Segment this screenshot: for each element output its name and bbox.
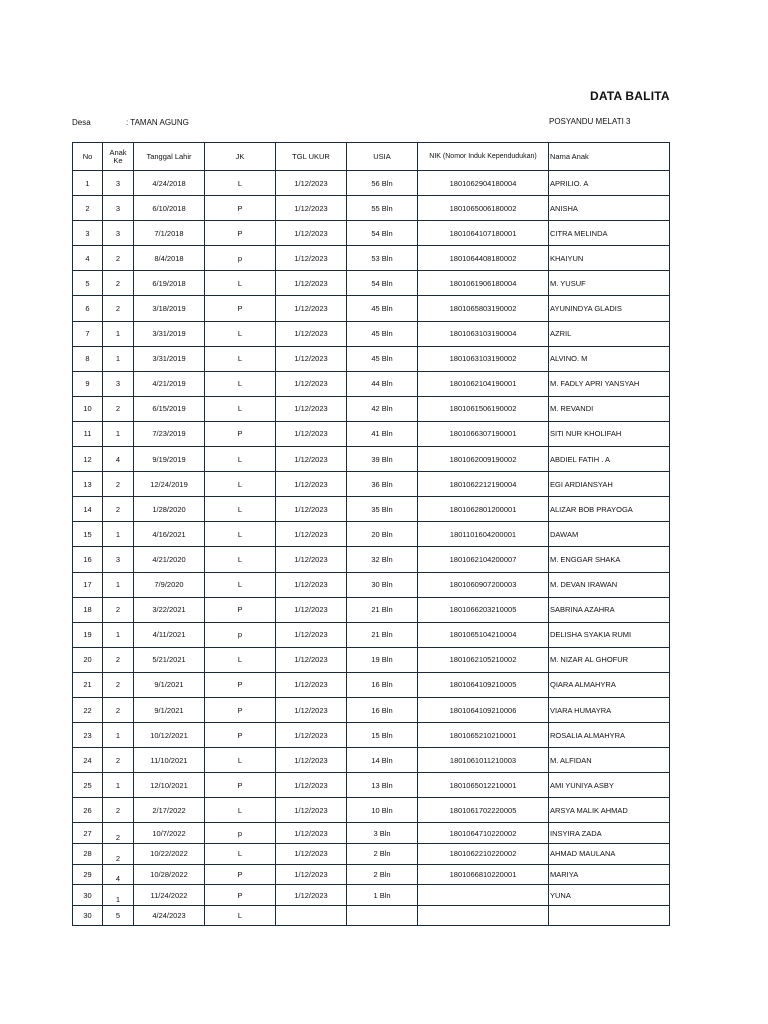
cell-no: 21: [73, 672, 103, 697]
cell-no: 15: [73, 522, 103, 547]
cell-anak-ke: 2: [103, 497, 134, 522]
cell-nik: 1801062104190001: [418, 371, 549, 396]
cell-nama-anak: M. ENGGAR SHAKA: [549, 547, 670, 572]
col-header-anak-ke: Anak Ke: [103, 143, 134, 171]
cell-tanggal-lahir: 4/11/2021: [134, 622, 205, 647]
cell-nama-anak: M. DEVAN IRAWAN: [549, 572, 670, 597]
cell-jk: L: [205, 844, 276, 865]
cell-jk: L: [205, 497, 276, 522]
cell-nik: 1801064109210006: [418, 697, 549, 722]
cell-nik: 1801061906180004: [418, 271, 549, 296]
col-header-nama-anak: Nama Anak: [549, 143, 670, 171]
cell-tanggal-lahir: 11/10/2021: [134, 748, 205, 773]
cell-anak-ke: 2: [103, 823, 134, 844]
cell-nama-anak: AZRIL: [549, 321, 670, 346]
cell-tanggal-lahir: 9/1/2021: [134, 697, 205, 722]
cell-usia: 45 Bln: [347, 346, 418, 371]
desa-value: : TAMAN AGUNG: [126, 118, 189, 127]
cell-nama-anak: VIARA HUMAYRA: [549, 697, 670, 722]
cell-anak-ke: 2: [103, 672, 134, 697]
cell-no: 19: [73, 622, 103, 647]
cell-no: 24: [73, 748, 103, 773]
cell-nik: 1801065803190002: [418, 296, 549, 321]
cell-usia: 1 Bln: [347, 885, 418, 906]
table-row: [73, 647, 670, 672]
table-row: [73, 864, 670, 885]
cell-tanggal-lahir: 4/24/2023: [134, 905, 205, 926]
cell-usia: 20 Bln: [347, 522, 418, 547]
col-header-tanggal-lahir: Tanggal Lahir: [134, 143, 205, 171]
cell-nama-anak: KHAIYUN: [549, 246, 670, 271]
cell-nik: [418, 885, 549, 906]
cell-nama-anak: CITRA MELINDA: [549, 221, 670, 246]
cell-tgl-ukur: 1/12/2023: [276, 171, 347, 196]
cell-nama-anak: M. ALFIDAN: [549, 748, 670, 773]
cell-nama-anak: M. FADLY APRI YANSYAH: [549, 371, 670, 396]
cell-anak-ke: 2: [103, 748, 134, 773]
table-row: [73, 271, 670, 296]
table-row: [73, 346, 670, 371]
cell-usia: 3 Bln: [347, 823, 418, 844]
cell-nik: 1801066307190001: [418, 421, 549, 446]
cell-no: 5: [73, 271, 103, 296]
cell-tgl-ukur: 1/12/2023: [276, 447, 347, 472]
cell-anak-ke: 2: [103, 396, 134, 421]
desa-label: Desa: [72, 118, 91, 127]
cell-usia: 30 Bln: [347, 572, 418, 597]
cell-no: 29: [73, 864, 103, 885]
cell-jk: L: [205, 572, 276, 597]
cell-jk: L: [205, 472, 276, 497]
cell-nama-anak: SABRINA AZAHRA: [549, 597, 670, 622]
cell-tanggal-lahir: 6/15/2019: [134, 396, 205, 421]
table-row: [73, 622, 670, 647]
cell-nama-anak: ANISHA: [549, 196, 670, 221]
cell-tgl-ukur: 1/12/2023: [276, 885, 347, 906]
table-row: [73, 497, 670, 522]
cell-no: 30: [73, 905, 103, 926]
cell-jk: p: [205, 622, 276, 647]
cell-jk: L: [205, 447, 276, 472]
cell-nik: 1801064408180002: [418, 246, 549, 271]
cell-nik: 1801060907200003: [418, 572, 549, 597]
cell-no: 11: [73, 421, 103, 446]
table-row: [73, 321, 670, 346]
cell-usia: 32 Bln: [347, 547, 418, 572]
cell-jk: P: [205, 421, 276, 446]
cell-nama-anak: QIARA ALMAHYRA: [549, 672, 670, 697]
cell-tgl-ukur: 1/12/2023: [276, 697, 347, 722]
cell-no: 18: [73, 597, 103, 622]
cell-no: 27: [73, 823, 103, 844]
cell-jk: L: [205, 346, 276, 371]
cell-tgl-ukur: 1/12/2023: [276, 547, 347, 572]
cell-tgl-ukur: 1/12/2023: [276, 647, 347, 672]
cell-no: 16: [73, 547, 103, 572]
cell-nama-anak: AYUNINDYA GLADIS: [549, 296, 670, 321]
cell-tgl-ukur: 1/12/2023: [276, 597, 347, 622]
cell-nik: 1801066810220001: [418, 864, 549, 885]
cell-jk: P: [205, 723, 276, 748]
cell-tanggal-lahir: 6/10/2018: [134, 196, 205, 221]
cell-usia: 21 Bln: [347, 597, 418, 622]
cell-jk: P: [205, 885, 276, 906]
cell-usia: 2 Bln: [347, 864, 418, 885]
cell-jk: L: [205, 371, 276, 396]
cell-jk: P: [205, 697, 276, 722]
table-row: [73, 823, 670, 844]
cell-tgl-ukur: 1/12/2023: [276, 572, 347, 597]
cell-usia: 2 Bln: [347, 844, 418, 865]
cell-anak-ke: 2: [103, 697, 134, 722]
cell-tgl-ukur: 1/12/2023: [276, 396, 347, 421]
cell-anak-ke: 3: [103, 196, 134, 221]
cell-nama-anak: AHMAD MAULANA: [549, 844, 670, 865]
cell-anak-ke: 4: [103, 447, 134, 472]
cell-nik: 1801062210220002: [418, 844, 549, 865]
cell-nik: 1801061702220005: [418, 798, 549, 823]
cell-tgl-ukur: 1/12/2023: [276, 672, 347, 697]
cell-anak-ke: 3: [103, 547, 134, 572]
cell-usia: 45 Bln: [347, 321, 418, 346]
cell-no: 8: [73, 346, 103, 371]
cell-anak-ke: 2: [103, 472, 134, 497]
table-row: [73, 572, 670, 597]
cell-usia: 44 Bln: [347, 371, 418, 396]
cell-jk: p: [205, 246, 276, 271]
cell-tgl-ukur: 1/12/2023: [276, 296, 347, 321]
cell-usia: 15 Bln: [347, 723, 418, 748]
col-header-no: No: [73, 143, 103, 171]
cell-jk: L: [205, 905, 276, 926]
cell-tgl-ukur: [276, 905, 347, 926]
cell-usia: 10 Bln: [347, 798, 418, 823]
cell-anak-ke: 3: [103, 371, 134, 396]
cell-anak-ke: 2: [103, 798, 134, 823]
cell-no: 26: [73, 798, 103, 823]
cell-no: 6: [73, 296, 103, 321]
cell-usia: 13 Bln: [347, 773, 418, 798]
cell-nik: 1801062009190002: [418, 447, 549, 472]
cell-anak-ke: 1: [103, 346, 134, 371]
table-header-row: [73, 143, 670, 171]
cell-nik: 1801064710220002: [418, 823, 549, 844]
cell-usia: 55 Bln: [347, 196, 418, 221]
cell-jk: L: [205, 171, 276, 196]
cell-anak-ke: 3: [103, 171, 134, 196]
cell-nama-anak: APRILIO. A: [549, 171, 670, 196]
cell-no: 1: [73, 171, 103, 196]
cell-nama-anak: SITI NUR KHOLIFAH: [549, 421, 670, 446]
cell-tgl-ukur: 1/12/2023: [276, 221, 347, 246]
cell-tgl-ukur: 1/12/2023: [276, 321, 347, 346]
cell-nama-anak: [549, 905, 670, 926]
cell-jk: P: [205, 221, 276, 246]
cell-tanggal-lahir: 5/21/2021: [134, 647, 205, 672]
cell-anak-ke: 2: [103, 296, 134, 321]
cell-usia: 35 Bln: [347, 497, 418, 522]
cell-no: 25: [73, 773, 103, 798]
cell-nik: 1801064107180001: [418, 221, 549, 246]
cell-usia: 16 Bln: [347, 672, 418, 697]
cell-nik: 1801061011210003: [418, 748, 549, 773]
cell-no: 17: [73, 572, 103, 597]
table-row: [73, 472, 670, 497]
cell-no: 4: [73, 246, 103, 271]
cell-nama-anak: M. NIZAR AL GHOFUR: [549, 647, 670, 672]
cell-tanggal-lahir: 2/17/2022: [134, 798, 205, 823]
cell-no: 23: [73, 723, 103, 748]
cell-tanggal-lahir: 8/4/2018: [134, 246, 205, 271]
cell-no: 7: [73, 321, 103, 346]
table-row: [73, 885, 670, 906]
table-row: [73, 773, 670, 798]
cell-no: 30: [73, 885, 103, 906]
cell-jk: L: [205, 396, 276, 421]
cell-jk: P: [205, 296, 276, 321]
col-header-usia: USIA: [347, 143, 418, 171]
cell-tanggal-lahir: 6/19/2018: [134, 271, 205, 296]
table-body: [73, 171, 670, 926]
cell-tgl-ukur: 1/12/2023: [276, 522, 347, 547]
cell-tanggal-lahir: 10/28/2022: [134, 864, 205, 885]
cell-tgl-ukur: 1/12/2023: [276, 472, 347, 497]
cell-tgl-ukur: 1/12/2023: [276, 844, 347, 865]
cell-jk: p: [205, 823, 276, 844]
cell-tanggal-lahir: 3/22/2021: [134, 597, 205, 622]
cell-no: 13: [73, 472, 103, 497]
cell-nama-anak: MARIYA: [549, 864, 670, 885]
cell-tanggal-lahir: 7/23/2019: [134, 421, 205, 446]
cell-nama-anak: DELISHA SYAKIA RUMI: [549, 622, 670, 647]
cell-usia: 14 Bln: [347, 748, 418, 773]
col-header-nik: NIK (Nomor Induk Kependudukan): [418, 143, 549, 171]
cell-jk: L: [205, 547, 276, 572]
cell-anak-ke: 2: [103, 844, 134, 865]
cell-nama-anak: INSYIRA ZADA: [549, 823, 670, 844]
cell-tanggal-lahir: 4/24/2018: [134, 171, 205, 196]
cell-nik: 1801062104200007: [418, 547, 549, 572]
table-row: [73, 547, 670, 572]
cell-tanggal-lahir: 12/10/2021: [134, 773, 205, 798]
cell-nama-anak: ROSALIA ALMAHYRA: [549, 723, 670, 748]
cell-tgl-ukur: 1/12/2023: [276, 246, 347, 271]
cell-tanggal-lahir: 4/21/2020: [134, 547, 205, 572]
cell-nik: 1801062904180004: [418, 171, 549, 196]
cell-no: 20: [73, 647, 103, 672]
table-row: [73, 748, 670, 773]
cell-nik: 1801065210210001: [418, 723, 549, 748]
cell-nik: 1801064109210005: [418, 672, 549, 697]
col-header-jk: JK: [205, 143, 276, 171]
table-row: [73, 447, 670, 472]
posyandu-name: POSYANDU MELATI 3: [549, 117, 631, 126]
cell-tanggal-lahir: 9/1/2021: [134, 672, 205, 697]
table-row: [73, 798, 670, 823]
cell-tgl-ukur: 1/12/2023: [276, 864, 347, 885]
cell-nik: 1801061506190002: [418, 396, 549, 421]
cell-usia: 53 Bln: [347, 246, 418, 271]
table-row: [73, 171, 670, 196]
cell-tgl-ukur: 1/12/2023: [276, 748, 347, 773]
cell-anak-ke: 1: [103, 773, 134, 798]
cell-tanggal-lahir: 10/7/2022: [134, 823, 205, 844]
cell-usia: 19 Bln: [347, 647, 418, 672]
cell-tanggal-lahir: 1/28/2020: [134, 497, 205, 522]
cell-no: 22: [73, 697, 103, 722]
cell-nik: 1801065012210001: [418, 773, 549, 798]
cell-usia: 21 Bln: [347, 622, 418, 647]
cell-tanggal-lahir: 4/16/2021: [134, 522, 205, 547]
cell-jk: L: [205, 321, 276, 346]
table-row: [73, 697, 670, 722]
cell-tanggal-lahir: 10/12/2021: [134, 723, 205, 748]
cell-no: 28: [73, 844, 103, 865]
cell-tanggal-lahir: 9/19/2019: [134, 447, 205, 472]
cell-tgl-ukur: 1/12/2023: [276, 271, 347, 296]
cell-nik: 1801065104210004: [418, 622, 549, 647]
table-row: [73, 246, 670, 271]
table-row: [73, 196, 670, 221]
cell-tgl-ukur: 1/12/2023: [276, 371, 347, 396]
cell-tanggal-lahir: 12/24/2019: [134, 472, 205, 497]
cell-nik: 1801062801200001: [418, 497, 549, 522]
cell-nama-anak: M. YUSUF: [549, 271, 670, 296]
cell-jk: P: [205, 773, 276, 798]
balita-data-table: [72, 142, 670, 926]
cell-tanggal-lahir: 4/21/2019: [134, 371, 205, 396]
cell-no: 12: [73, 447, 103, 472]
cell-usia: 36 Bln: [347, 472, 418, 497]
cell-nik: 1801063103190004: [418, 321, 549, 346]
cell-tanggal-lahir: 3/18/2019: [134, 296, 205, 321]
table-row: [73, 844, 670, 865]
cell-nama-anak: YUNA: [549, 885, 670, 906]
cell-usia: 54 Bln: [347, 271, 418, 296]
cell-tgl-ukur: 1/12/2023: [276, 773, 347, 798]
table-row: [73, 672, 670, 697]
table-row: [73, 221, 670, 246]
table-row: [73, 296, 670, 321]
cell-nik: [418, 905, 549, 926]
cell-anak-ke: 3: [103, 221, 134, 246]
col-header-tgl-ukur: TGL UKUR: [276, 143, 347, 171]
cell-nama-anak: DAWAM: [549, 522, 670, 547]
cell-jk: L: [205, 647, 276, 672]
cell-usia: [347, 905, 418, 926]
cell-tgl-ukur: 1/12/2023: [276, 798, 347, 823]
cell-jk: L: [205, 522, 276, 547]
cell-jk: L: [205, 798, 276, 823]
table-row: [73, 905, 670, 926]
cell-nama-anak: ALIZAR BOB PRAYOGA: [549, 497, 670, 522]
cell-tanggal-lahir: 3/31/2019: [134, 346, 205, 371]
cell-tanggal-lahir: 7/1/2018: [134, 221, 205, 246]
cell-tgl-ukur: 1/12/2023: [276, 723, 347, 748]
cell-tanggal-lahir: 10/22/2022: [134, 844, 205, 865]
cell-usia: 42 Bln: [347, 396, 418, 421]
cell-usia: 56 Bln: [347, 171, 418, 196]
cell-nik: 1801063103190002: [418, 346, 549, 371]
cell-no: 14: [73, 497, 103, 522]
cell-nik: 1801062105210002: [418, 647, 549, 672]
cell-jk: P: [205, 864, 276, 885]
table-row: [73, 723, 670, 748]
cell-tgl-ukur: 1/12/2023: [276, 421, 347, 446]
cell-no: 3: [73, 221, 103, 246]
cell-anak-ke: 1: [103, 723, 134, 748]
cell-no: 9: [73, 371, 103, 396]
cell-jk: P: [205, 196, 276, 221]
cell-anak-ke: 2: [103, 246, 134, 271]
cell-jk: P: [205, 672, 276, 697]
cell-anak-ke: 1: [103, 421, 134, 446]
cell-no: 2: [73, 196, 103, 221]
cell-tgl-ukur: 1/12/2023: [276, 346, 347, 371]
cell-nama-anak: EGI ARDIANSYAH: [549, 472, 670, 497]
cell-tanggal-lahir: 11/24/2022: [134, 885, 205, 906]
cell-nik: 1801065006180002: [418, 196, 549, 221]
cell-no: 10: [73, 396, 103, 421]
cell-anak-ke: 5: [103, 905, 134, 926]
table-row: [73, 522, 670, 547]
cell-usia: 16 Bln: [347, 697, 418, 722]
table-row: [73, 421, 670, 446]
cell-nama-anak: ARSYA MALIK AHMAD: [549, 798, 670, 823]
cell-nama-anak: AMI YUNIYA ASBY: [549, 773, 670, 798]
cell-jk: L: [205, 748, 276, 773]
cell-anak-ke: 1: [103, 321, 134, 346]
cell-nik: 1801062212190004: [418, 472, 549, 497]
cell-anak-ke: 1: [103, 885, 134, 906]
cell-jk: L: [205, 271, 276, 296]
cell-nik: 1801101604200001: [418, 522, 549, 547]
table-row: [73, 396, 670, 421]
table-row: [73, 597, 670, 622]
cell-anak-ke: 1: [103, 572, 134, 597]
cell-usia: 54 Bln: [347, 221, 418, 246]
cell-anak-ke: 1: [103, 522, 134, 547]
cell-nik: 1801066203210005: [418, 597, 549, 622]
cell-tgl-ukur: 1/12/2023: [276, 622, 347, 647]
cell-jk: P: [205, 597, 276, 622]
cell-anak-ke: 2: [103, 271, 134, 296]
cell-usia: 45 Bln: [347, 296, 418, 321]
table-row: [73, 371, 670, 396]
cell-tgl-ukur: 1/12/2023: [276, 823, 347, 844]
document-title: DATA BALITA: [590, 89, 670, 103]
cell-tanggal-lahir: 7/9/2020: [134, 572, 205, 597]
cell-anak-ke: 2: [103, 597, 134, 622]
cell-anak-ke: 4: [103, 864, 134, 885]
cell-usia: 39 Bln: [347, 447, 418, 472]
cell-anak-ke: 2: [103, 647, 134, 672]
cell-nama-anak: ALVINO. M: [549, 346, 670, 371]
cell-nama-anak: ABDIEL FATIH . A: [549, 447, 670, 472]
cell-nama-anak: M. REVANDI: [549, 396, 670, 421]
cell-tgl-ukur: 1/12/2023: [276, 196, 347, 221]
cell-usia: 41 Bln: [347, 421, 418, 446]
cell-tgl-ukur: 1/12/2023: [276, 497, 347, 522]
cell-anak-ke: 1: [103, 622, 134, 647]
cell-tanggal-lahir: 3/31/2019: [134, 321, 205, 346]
